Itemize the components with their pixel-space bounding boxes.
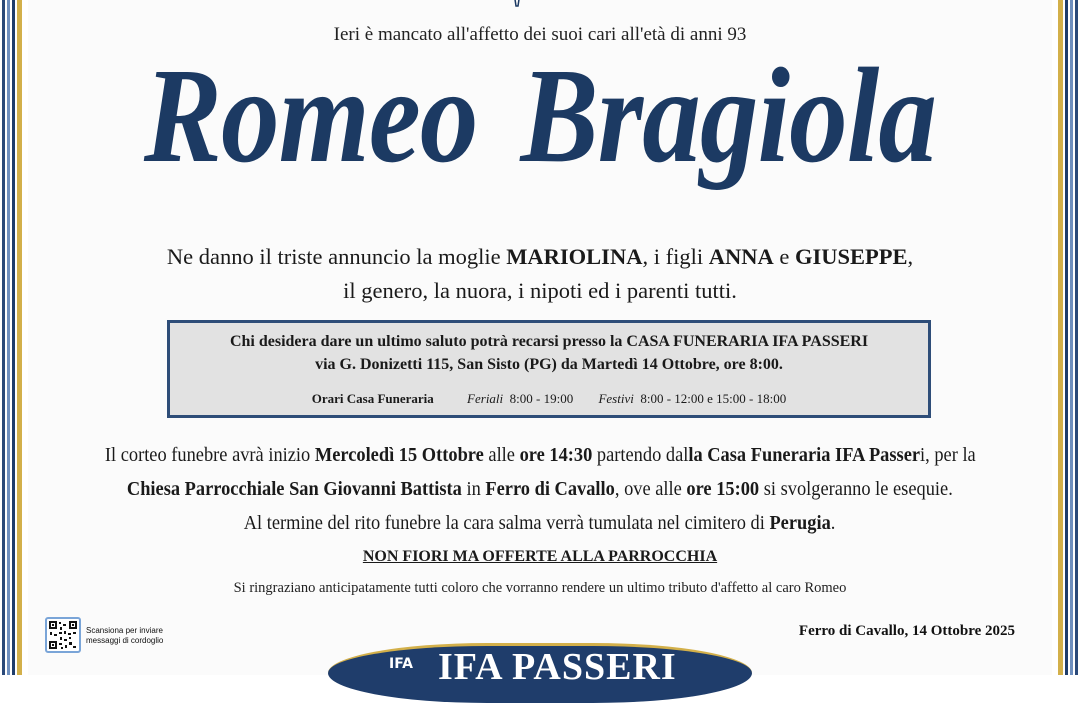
funeral-line-1 bbox=[0, 438, 1080, 472]
funeral-text: i, per la bbox=[919, 444, 976, 466]
qr-caption-line-2: messaggi di cordoglio bbox=[86, 636, 164, 645]
announcement-line-1 bbox=[0, 240, 1080, 274]
church-location: Ferro di Cavallo bbox=[485, 478, 616, 500]
funeral-line-3 bbox=[0, 506, 1080, 540]
weekday-hours bbox=[467, 391, 573, 406]
weekday-time: 8:00 - 19:00 bbox=[509, 391, 574, 406]
funeral-date: Mercoledì 15 Ottobre bbox=[314, 444, 484, 466]
service-time: ore 15:00 bbox=[686, 478, 760, 500]
left-decorative-border bbox=[0, 0, 28, 675]
visitation-address: via G. Donizetti 115, San Sisto (PG) da Martedì 14 Ottobre, ore bbox=[315, 356, 750, 373]
announce-text: , bbox=[907, 244, 914, 269]
intro-line: Ieri è mancato all'affetto dei suoi cari all'età di anni 93 bbox=[333, 24, 747, 45]
holiday-time: 8:00 - 12:00 e 15:00 - 18:00 bbox=[640, 391, 787, 406]
visitation-box bbox=[167, 320, 931, 418]
holiday-label: Festivi bbox=[598, 391, 634, 406]
weekday-label: Feriali bbox=[467, 391, 504, 406]
announce-text: e bbox=[773, 244, 795, 269]
visitation-line-1: Chi desidera dare un ultimo saluto potrà recarsi presso la CASA FUNERARIA IFA PASSERI bbox=[229, 333, 869, 350]
family-announcement bbox=[0, 240, 1080, 308]
funeral-text: . bbox=[831, 512, 836, 534]
visitation-line-2 bbox=[170, 353, 928, 376]
logo-emblem-icon bbox=[372, 654, 430, 686]
funeral-text: in bbox=[462, 478, 486, 500]
funeral-line-2 bbox=[0, 472, 1080, 506]
opening-hours bbox=[170, 391, 928, 407]
last-name: Bragiola bbox=[520, 41, 937, 191]
funeral-details bbox=[0, 438, 1080, 540]
cross-icon bbox=[505, 0, 529, 8]
hours-label: Orari Casa Funeraria bbox=[311, 391, 434, 406]
place-and-date: Ferro di Cavallo, 14 Ottobre 2025 bbox=[798, 623, 1015, 639]
holiday-hours bbox=[598, 391, 786, 406]
deceased-name bbox=[76, 42, 1005, 192]
first-name: Romeo bbox=[143, 41, 478, 191]
burial-place: Perugia bbox=[769, 512, 832, 534]
funeral-text: Il corteo funebre avrà inizio bbox=[104, 444, 315, 466]
funeral-time: ore 14:30 bbox=[519, 444, 593, 466]
funeral-text: partendo dal bbox=[592, 444, 689, 466]
qr-code-icon bbox=[47, 619, 79, 651]
funeral-text: Al termine del rito funebre la cara salma verrà tumulata nel cimitero di bbox=[244, 512, 770, 534]
logo-emblem-text: IFA bbox=[388, 656, 413, 672]
announcement-line-2: il genero, la nuora, i nipoti ed i parenti tutti. bbox=[343, 278, 737, 303]
wife-name: MARIOLINA bbox=[506, 244, 643, 269]
ifa-passeri-logo bbox=[328, 643, 752, 703]
no-flowers-notice: NON FIORI MA OFFERTE ALLA PARROCCHIA bbox=[362, 548, 718, 565]
church-name: Chiesa Parrocchiale San Giovanni Battista bbox=[127, 478, 463, 500]
announce-text: Ne danno il triste annuncio la moglie bbox=[166, 244, 507, 269]
funeral-text: si svolgeranno le esequie. bbox=[759, 478, 953, 500]
qr-caption-line-1: Scansiona per inviare bbox=[86, 626, 163, 635]
logo-text: IFA PASSERI bbox=[438, 646, 677, 688]
funeral-text: alle bbox=[483, 444, 520, 466]
visitation-time: 8:00. bbox=[749, 356, 783, 373]
right-decorative-border bbox=[1052, 0, 1080, 675]
child-name: ANNA bbox=[708, 244, 774, 269]
qr-code[interactable] bbox=[45, 617, 81, 653]
funeral-home: la Casa Funeraria IFA Passer bbox=[688, 444, 920, 466]
qr-caption bbox=[86, 626, 196, 646]
thanks-line: Si ringraziano anticipatamente tutti coloro che vorranno rendere un ultimo tributo d'affetto al caro Romeo bbox=[233, 580, 847, 596]
announce-text: , i figli bbox=[642, 244, 709, 269]
child-name: GIUSEPPE bbox=[794, 244, 908, 269]
funeral-text: , ove alle bbox=[615, 478, 687, 500]
